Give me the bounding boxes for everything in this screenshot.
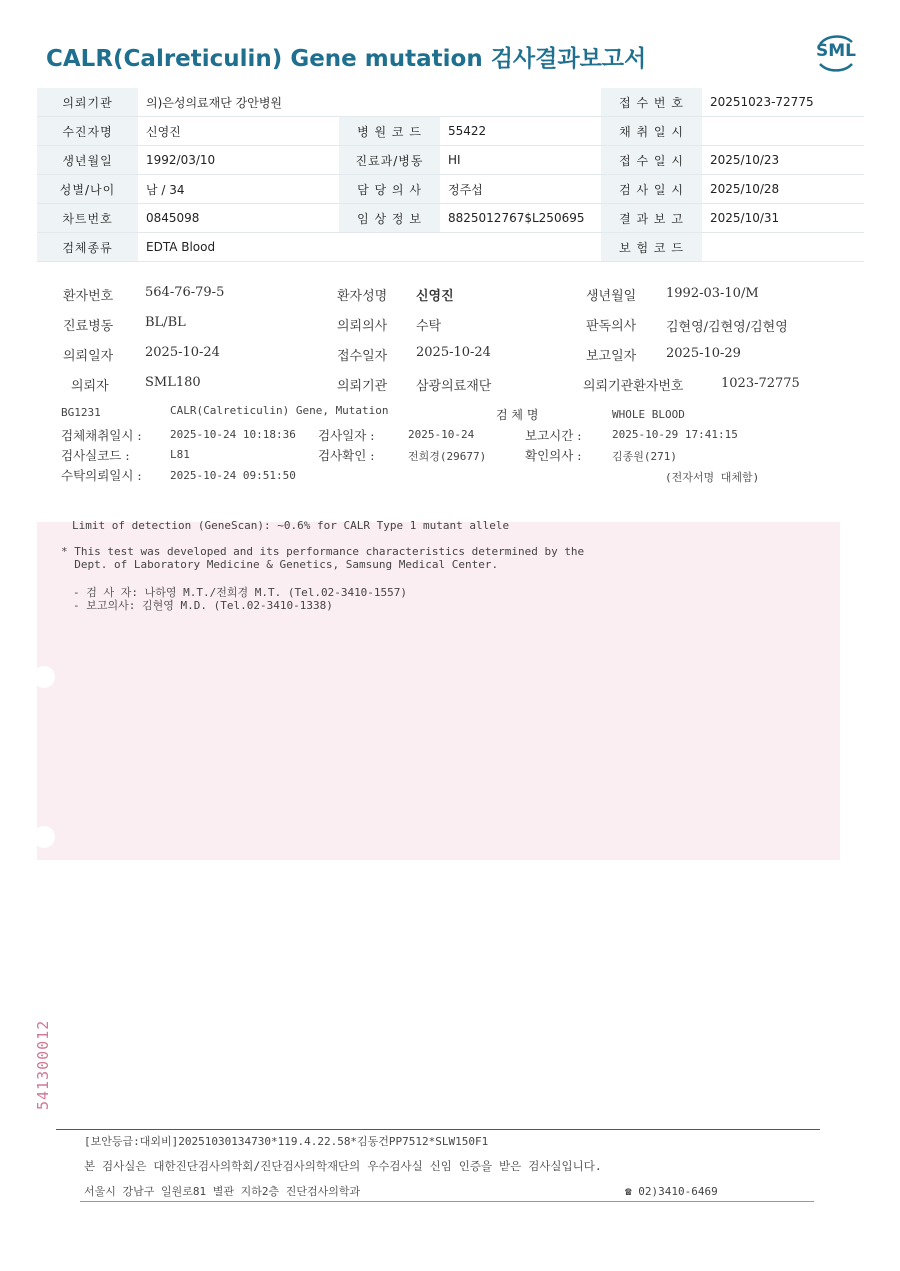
side-serial-number [34, 1005, 74, 1110]
header-value: 2025/10/31 [702, 204, 864, 233]
report-date: 2025-10-29 [666, 346, 741, 361]
header-value: 의)은성의료재단 강안병원 [138, 88, 601, 117]
header-row [37, 175, 864, 204]
req-doc-label: 의뢰의사 [337, 319, 388, 334]
header-value: 정주섭 [440, 175, 601, 204]
test-name: CALR(Calreticulin) Gene, Mutation [170, 404, 389, 417]
header-value: 남 / 34 [138, 175, 339, 204]
recv-date: 2025-10-24 [416, 345, 491, 360]
specimen: WHOLE BLOOD [612, 408, 685, 421]
requester-label: 의뢰자 [71, 379, 109, 394]
header-value: 8825012767$L250695 [440, 204, 601, 233]
consign: 2025-10-24 09:51:50 [170, 469, 296, 482]
header-row [37, 146, 864, 175]
read-doc: 김현영/김현영/김현영 [666, 320, 788, 335]
footer-pink-rule [80, 1201, 814, 1202]
req-date-label: 의뢰일자 [63, 349, 114, 364]
collect: 2025-10-24 10:18:36 [170, 428, 296, 441]
test-code: BG1231 [61, 406, 101, 419]
confirm-doc-label: 확인의사 : [525, 448, 582, 463]
result-line-1: Limit of detection (GeneScan): ~0.6% for CALR Type 1 mutant allele [72, 519, 510, 532]
result-area [37, 522, 840, 860]
result-line-2: * This test was developed and its performance characteristics determined by the [61, 545, 585, 558]
side-serial-text: 541300012 [34, 1019, 52, 1110]
header-value: 신영진 [138, 117, 339, 146]
header-value [702, 117, 864, 146]
confirm-label: 검사확인 : [318, 448, 375, 463]
header-value: 55422 [440, 117, 601, 146]
header-value: 2025/10/28 [702, 175, 864, 204]
req-doc: 수탁 [416, 319, 442, 334]
result-line-4: - 검 사 자: 나하영 M.T./전희경 M.T. (Tel.02-3410-1557) [73, 586, 408, 599]
header-row [37, 117, 864, 146]
header-value: 20251023-72775 [702, 88, 864, 117]
test-date-label: 검사일자 : [318, 428, 375, 443]
report-time-label: 보고시간 : [525, 428, 582, 443]
result-line-3: Dept. of Laboratory Medicine & Genetics, Samsung Medical Center. [61, 558, 499, 571]
req-date: 2025-10-24 [145, 345, 220, 360]
punch-hole [33, 490, 55, 512]
header-label: 차트번호 [37, 204, 138, 233]
result-line-5: - 보고의사: 김현영 M.D. (Tel.02-3410-1338) [73, 599, 333, 612]
inst-pt: 1023-72775 [721, 376, 800, 391]
header-label: 성별/나이 [37, 175, 138, 204]
certification-line: 본 검사실은 대한진단검사의학회/진단검사의학재단의 우수검사실 신임 인증을 받은 검사실입니다. [84, 1159, 602, 1173]
report-time: 2025-10-29 17:41:15 [612, 428, 738, 441]
header-label: 접 수 일 시 [601, 146, 702, 175]
header-label: 수진자명 [37, 117, 138, 146]
header-row [37, 233, 864, 262]
esign-note: (전자서명 대체함) [665, 471, 760, 484]
patient-no: 564-76-79-5 [145, 285, 225, 300]
header-label: 생년월일 [37, 146, 138, 175]
specimen-label: 검 체 명 [496, 408, 539, 422]
header-value: 0845098 [138, 204, 339, 233]
confirm: 전희경(29677) [408, 450, 487, 463]
header-label: 결 과 보 고 [601, 204, 702, 233]
recv-date-label: 접수일자 [337, 349, 388, 364]
lab-code-label: 검사실코드 : [61, 448, 130, 463]
patient-name-label: 환자성명 [337, 289, 388, 304]
header-label: 접 수 번 호 [601, 88, 702, 117]
phone-line: ☎ 02)3410-6469 [625, 1185, 718, 1198]
birth: 1992-03-10/M [666, 286, 759, 301]
header-value: HI [440, 146, 601, 175]
collect-label: 검체채취일시 : [61, 428, 142, 443]
header-label: 임 상 정 보 [339, 204, 440, 233]
header-row [37, 204, 864, 233]
header-value: 1992/03/10 [138, 146, 339, 175]
logo-text: SML [816, 41, 856, 61]
punch-hole [33, 826, 55, 848]
birth-label: 생년월일 [586, 289, 637, 304]
header-label: 채 취 일 시 [601, 117, 702, 146]
requester: SML180 [145, 375, 201, 390]
header-label: 의뢰기관 [37, 88, 138, 117]
security-line: [보안등급:대외비]20251030134730*119.4.22.58*김동건PP7512*SLW150F1 [84, 1135, 489, 1148]
punch-hole [33, 666, 55, 688]
sml-logo [812, 32, 860, 74]
ward: BL/BL [145, 315, 186, 330]
req-inst-label: 의뢰기관 [337, 379, 388, 394]
test-date: 2025-10-24 [408, 428, 475, 441]
header-label: 검 사 일 시 [601, 175, 702, 204]
header-label: 검체종류 [37, 233, 138, 262]
inst-pt-label: 의뢰기관환자번호 [583, 379, 684, 394]
header-value: 2025/10/23 [702, 146, 864, 175]
patient-no-label: 환자번호 [63, 289, 114, 304]
header-value [702, 233, 864, 262]
confirm-doc: 김종원(271) [612, 450, 677, 463]
ward-label: 진료병동 [63, 319, 114, 334]
consign-label: 수탁의뢰일시 : [61, 468, 142, 483]
header-label: 진료과/병동 [339, 146, 440, 175]
lab-code: L81 [170, 448, 190, 461]
report-title: CALR(Calreticulin) Gene mutation 검사결과보고서 [46, 46, 647, 72]
header-label: 보 험 코 드 [601, 233, 702, 262]
req-inst: 삼광의료재단 [416, 379, 492, 394]
read-doc-label: 판독의사 [586, 319, 637, 334]
patient-name: 신영진 [416, 289, 454, 304]
report-date-label: 보고일자 [586, 349, 637, 364]
footer-divider [56, 1129, 820, 1130]
header-row [37, 88, 864, 117]
report-header-table [37, 88, 864, 262]
header-value: EDTA Blood [138, 233, 601, 262]
header-label: 병 원 코 드 [339, 117, 440, 146]
address-line: 서울시 강남구 일원로81 별관 지하2층 진단검사의학과 [84, 1185, 361, 1198]
header-label: 담 당 의 사 [339, 175, 440, 204]
